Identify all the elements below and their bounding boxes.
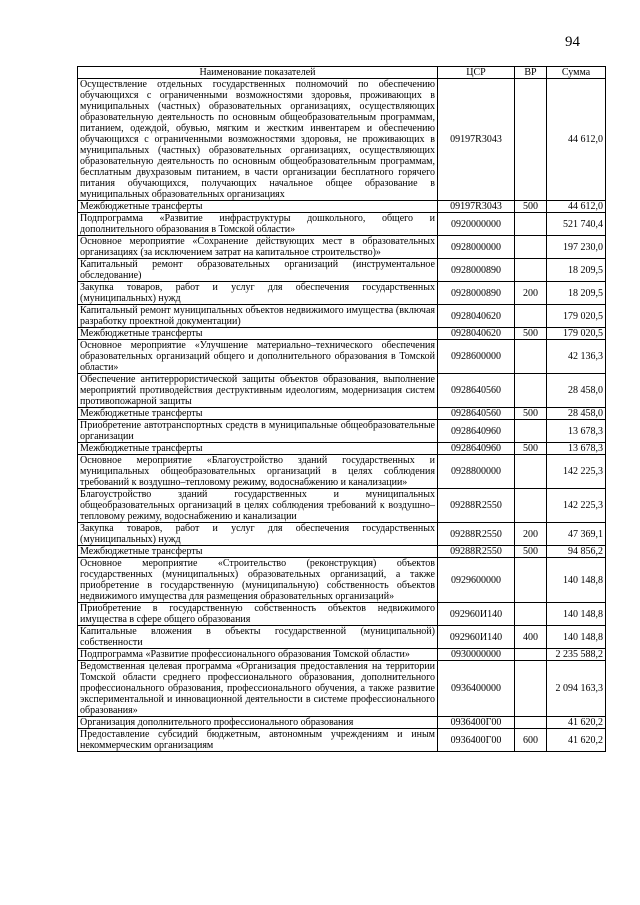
table-row [78,603,606,626]
cell-sum: 179 020,5 [547,328,606,340]
cell-csr: 0928640560 [438,408,515,420]
cell-vr: 600 [515,729,547,752]
cell-sum: 179 020,5 [547,305,606,328]
cell-name: Основное мероприятие «Сохранение действующих мест в образовательных организациях (за исключением затрат на капитальное строительство)» [78,236,438,259]
cell-csr: 09288R2550 [438,546,515,558]
cell-name: Основное мероприятие «Благоустройство зданий государственных и муниципальных общеобразовательных организаций в целях соблюдения требований к воздушно–тепловому режиму, водоснабжению и канализации» [78,455,438,489]
cell-csr: 0928640560 [438,374,515,408]
cell-name: Подпрограмма «Развитие профессионального образования Томской области» [78,649,438,661]
cell-sum: 2 235 588,2 [547,649,606,661]
cell-vr [515,649,547,661]
cell-vr [515,340,547,374]
cell-csr: 0930000000 [438,649,515,661]
cell-csr: 09288R2550 [438,523,515,546]
cell-sum: 13 678,3 [547,443,606,455]
header-vr: ВР [515,67,547,79]
cell-csr: 0928000000 [438,236,515,259]
table-row [78,649,606,661]
cell-csr: 0928040620 [438,305,515,328]
table-row [78,328,606,340]
cell-sum: 28 458,0 [547,374,606,408]
table-row [78,546,606,558]
cell-sum: 44 612,0 [547,79,606,201]
cell-vr [515,455,547,489]
cell-vr: 500 [515,443,547,455]
cell-vr: 200 [515,523,547,546]
cell-csr: 0928640960 [438,420,515,443]
cell-sum: 41 620,2 [547,729,606,752]
cell-vr: 500 [515,328,547,340]
cell-csr: 0936400Г00 [438,729,515,752]
cell-name: Приобретение в государственную собственность объектов недвижимого имущества в сфере общего образования [78,603,438,626]
cell-name: Межбюджетные трансферты [78,408,438,420]
header-csr: ЦСР [438,67,515,79]
cell-sum: 41 620,2 [547,717,606,729]
table-row [78,201,606,213]
table-row [78,729,606,752]
header-sum: Сумма [547,67,606,79]
cell-csr: 0936400000 [438,661,515,717]
cell-vr [515,79,547,201]
cell-sum: 18 209,5 [547,259,606,282]
table-row [78,717,606,729]
cell-sum: 42 136,3 [547,340,606,374]
cell-name: Организация дополнительного профессионального образования [78,717,438,729]
cell-sum: 142 225,3 [547,455,606,489]
table-header-row [78,67,606,79]
table-row [78,558,606,603]
cell-vr: 500 [515,201,547,213]
cell-sum: 44 612,0 [547,201,606,213]
cell-vr: 200 [515,282,547,305]
cell-sum: 521 740,4 [547,213,606,236]
cell-sum: 47 369,1 [547,523,606,546]
cell-sum: 140 148,8 [547,626,606,649]
table-row [78,455,606,489]
cell-sum: 94 856,2 [547,546,606,558]
table-row [78,79,606,201]
cell-name: Межбюджетные трансферты [78,328,438,340]
table-row [78,489,606,523]
cell-vr: 500 [515,546,547,558]
cell-csr: 09197R3043 [438,201,515,213]
cell-vr [515,717,547,729]
budget-table [77,66,606,752]
cell-vr [515,213,547,236]
cell-name: Межбюджетные трансферты [78,443,438,455]
table-row [78,420,606,443]
cell-sum: 2 094 163,3 [547,661,606,717]
cell-csr: 0936400Г00 [438,717,515,729]
cell-name: Капитальные вложения в объекты государственной (муниципальной) собственности [78,626,438,649]
cell-name: Закупка товаров, работ и услуг для обеспечения государственных (муниципальных) нужд [78,282,438,305]
cell-sum: 18 209,5 [547,282,606,305]
table-row [78,443,606,455]
cell-sum: 140 148,8 [547,603,606,626]
table-row [78,282,606,305]
cell-csr: 092960И140 [438,603,515,626]
cell-sum: 140 148,8 [547,558,606,603]
cell-name: Предоставление субсидий бюджетным, автономным учреждениям и иным некоммерческим организациям [78,729,438,752]
table-row [78,661,606,717]
cell-name: Основное мероприятие «Строительство (реконструкция) объектов государственных (муниципальных) образовательных организаций, а также приобретение в государственную (муниципальную) собственность объектов недвижимого имущества для размещения образовательных организаций» [78,558,438,603]
cell-vr [515,305,547,328]
cell-csr: 09288R2550 [438,489,515,523]
cell-name: Благоустройство зданий государственных и муниципальных общеобразовательных организаций в целях соблюдения требований к воздушно–тепловому режиму, водоснабжению и канализации [78,489,438,523]
cell-name: Обеспечение антитеррористической защиты объектов образования, выполнение мероприятий противодействия деструктивным идеологиям, модернизация систем противопожарной защиты [78,374,438,408]
cell-csr: 0928040620 [438,328,515,340]
cell-csr: 09197R3043 [438,79,515,201]
cell-csr: 0928600000 [438,340,515,374]
table-row [78,305,606,328]
cell-sum: 28 458,0 [547,408,606,420]
cell-csr: 0928000890 [438,259,515,282]
cell-csr: 0928800000 [438,455,515,489]
table-row [78,374,606,408]
cell-vr [515,603,547,626]
cell-vr: 500 [515,408,547,420]
cell-name: Закупка товаров, работ и услуг для обеспечения государственных (муниципальных) нужд [78,523,438,546]
table-row [78,523,606,546]
table-row [78,259,606,282]
cell-name: Ведомственная целевая программа «Организация предоставления на территории Томской области среднего профессионального образования, дополнительного профессионального образования, профессионального обучения, а также развитие экспериментальной и инновационной деятельности в системе профессионального образования» [78,661,438,717]
cell-csr: 0929600000 [438,558,515,603]
table-row [78,213,606,236]
cell-vr: 400 [515,626,547,649]
cell-csr: 0928640960 [438,443,515,455]
table-row [78,626,606,649]
cell-vr [515,259,547,282]
cell-sum: 142 225,3 [547,489,606,523]
page-number: 94 [565,34,580,50]
cell-vr [515,661,547,717]
cell-name: Подпрограмма «Развитие инфраструктуры дошкольного, общего и дополнительного образования в Томской области» [78,213,438,236]
cell-vr [515,236,547,259]
cell-vr [515,558,547,603]
cell-csr: 092960И140 [438,626,515,649]
cell-vr [515,420,547,443]
cell-vr [515,374,547,408]
cell-name: Межбюджетные трансферты [78,201,438,213]
header-name: Наименование показателей [78,67,438,79]
cell-csr: 0928000890 [438,282,515,305]
cell-name: Капитальный ремонт образовательных организаций (инструментальное обследование) [78,259,438,282]
cell-name: Капитальный ремонт муниципальных объектов недвижимого имущества (включая разработку проектной документации) [78,305,438,328]
cell-name: Приобретение автотранспортных средств в муниципальные общеобразовательные организации [78,420,438,443]
cell-csr: 0920000000 [438,213,515,236]
cell-name: Основное мероприятие «Улучшение материально–технического обеспечения образовательных организаций общего и дополнительного образования в Томской области» [78,340,438,374]
cell-vr [515,489,547,523]
cell-name: Осуществление отдельных государственных полномочий по обеспечению обучающихся с ограниченными возможностями здоровья, проживающих в муниципальных (частных) образовательных организациях, осуществляющих образовательную деятельность по основным общеобразовательным программам, питанием, одеждой, обувью, мягким и жестким инвентарем и обеспечению обучающихся с ограниченными возможностями здоровья, не проживающих в муниципальных (частных) образовательных организациях, осуществляющих образовательную деятельность по основным общеобразовательным программам, бесплатным двухразовым питанием, в части организации бесплатного горячего питания обучающихся, получающих начальное общее образование в муниципальных образовательных организациях [78,79,438,201]
table-row [78,408,606,420]
cell-name: Межбюджетные трансферты [78,546,438,558]
cell-sum: 13 678,3 [547,420,606,443]
cell-sum: 197 230,0 [547,236,606,259]
table-row [78,340,606,374]
table-row [78,236,606,259]
